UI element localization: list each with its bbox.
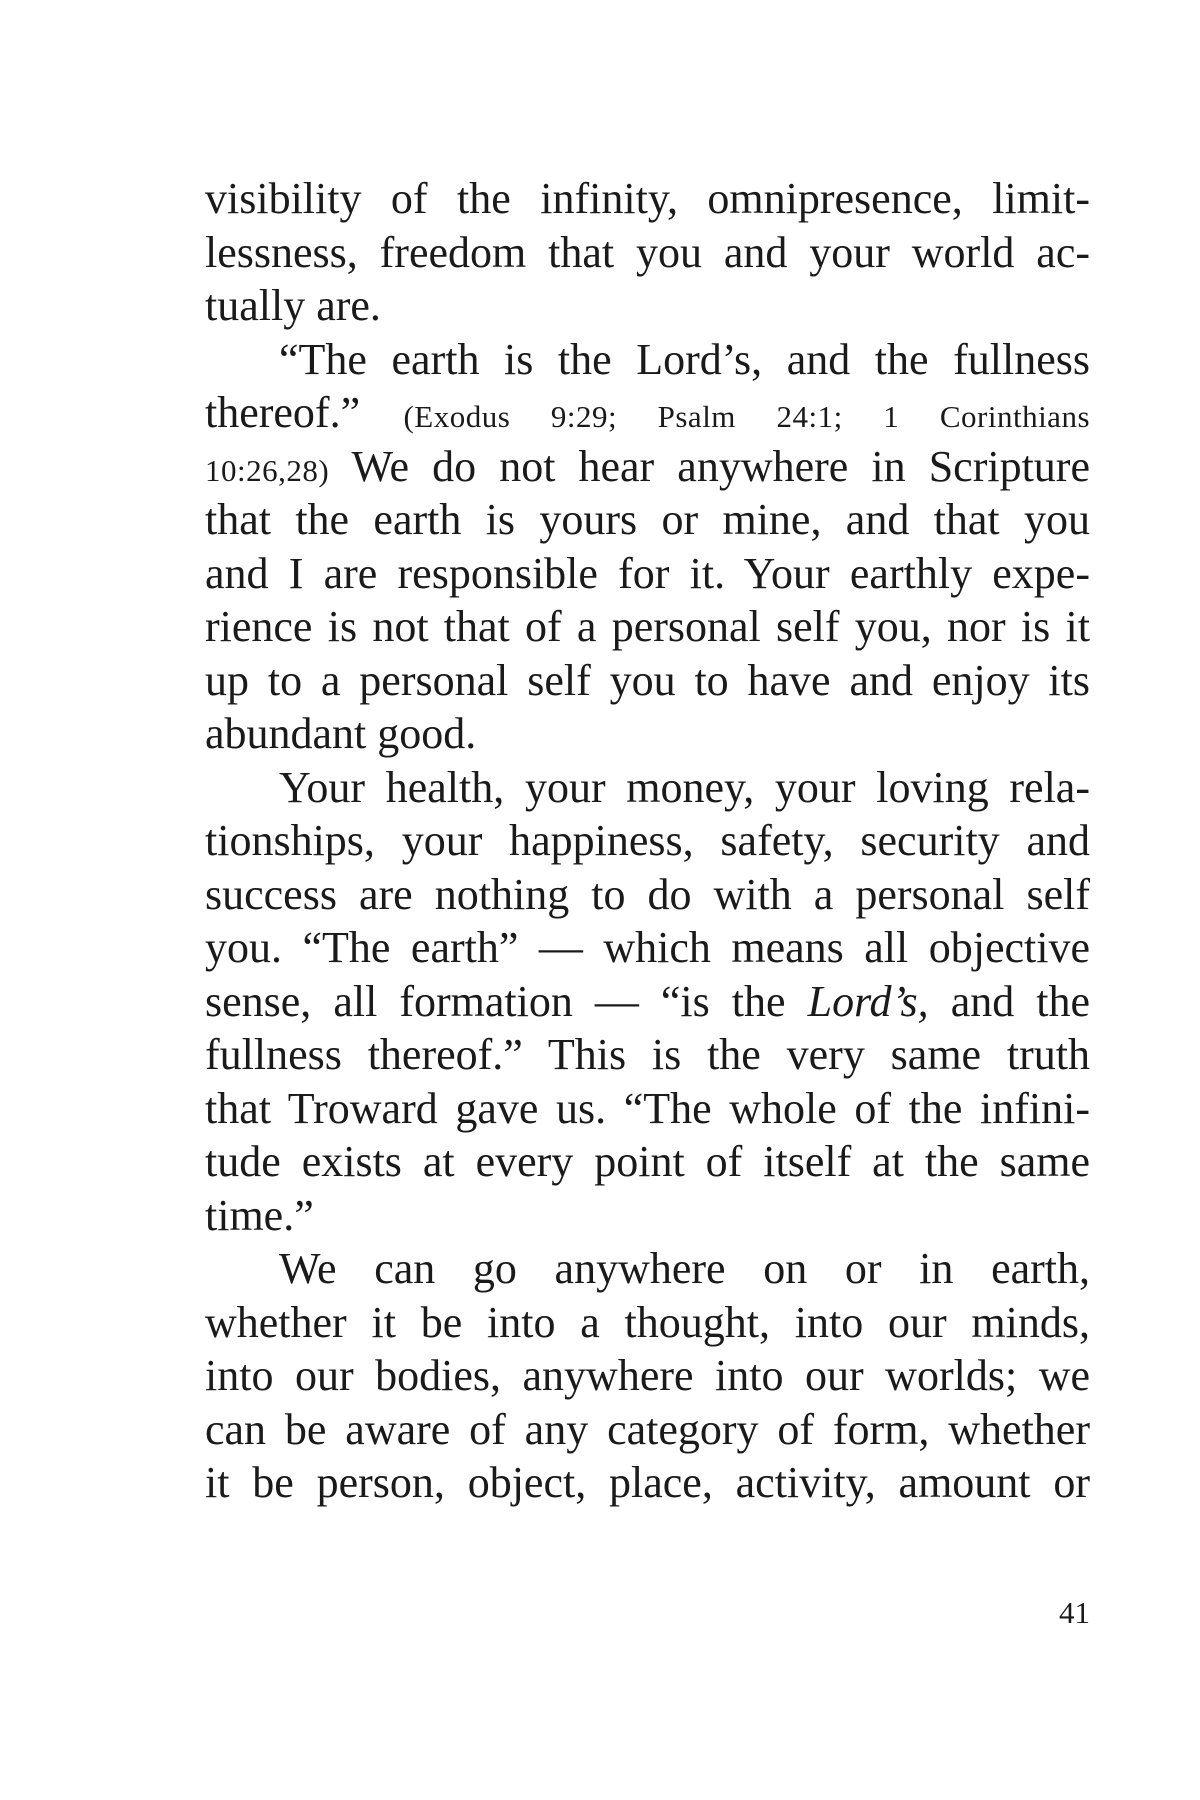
paragraph-2 bbox=[205, 333, 1090, 761]
text-line bbox=[205, 975, 1090, 1029]
text-line: “The earth is the Lord’s, and the fullness bbox=[279, 334, 1090, 384]
text-line: tude exists at every point of itself at the same bbox=[205, 1137, 1090, 1186]
text-line bbox=[205, 386, 1090, 440]
italic-emphasis: Lord’s, bbox=[807, 976, 929, 1026]
text-line: We can go anywhere on or in earth, bbox=[279, 1244, 1090, 1293]
text-line: tually are. bbox=[205, 281, 381, 330]
text-line: lessness, freedom that you and your world ac- bbox=[205, 227, 1090, 277]
text-line: can be aware of any category of form, whether bbox=[205, 1404, 1090, 1454]
text-line: fullness thereof.” This is the very same truth bbox=[205, 1030, 1090, 1079]
text-line: time.” bbox=[205, 1190, 314, 1240]
text-segment: We do not hear anywhere in Scripture bbox=[351, 441, 1090, 491]
quote-end: thereof.” bbox=[205, 388, 361, 437]
text-line: into our bodies, anywhere into our worlds; we bbox=[205, 1351, 1090, 1400]
paragraph-4 bbox=[205, 1242, 1090, 1510]
scripture-reference-cont: 10:26,28) bbox=[205, 452, 330, 488]
text-line: success are nothing to do with a personal self bbox=[205, 869, 1090, 919]
text-line: up to a personal self you to have and enjoy its bbox=[205, 655, 1090, 705]
text-line: tionships, your happiness, safety, security and bbox=[205, 816, 1090, 865]
text-segment: and the bbox=[950, 976, 1091, 1026]
text-line: you. “The earth” — which means all objective bbox=[205, 923, 1090, 972]
text-line: and I are responsible for it. Your earthly expe- bbox=[205, 548, 1090, 598]
page-body bbox=[205, 172, 1090, 1510]
text-line: Your health, your money, your loving rela- bbox=[279, 762, 1090, 812]
text-line: that the earth is yours or mine, and that you bbox=[205, 495, 1090, 544]
paragraph-3 bbox=[205, 761, 1090, 1243]
text-line: whether it be into a thought, into our minds, bbox=[205, 1297, 1090, 1347]
text-line: that Troward gave us. “The whole of the infini- bbox=[205, 1083, 1090, 1133]
page-number: 41 bbox=[1059, 1595, 1090, 1630]
text-line: it be person, object, place, activity, amount or bbox=[205, 1458, 1090, 1507]
text-line: abundant good. bbox=[205, 709, 477, 758]
paragraph-1 bbox=[205, 172, 1090, 333]
text-line: rience is not that of a personal self you, nor is it bbox=[205, 602, 1090, 651]
text-line bbox=[205, 440, 1090, 494]
text-line: visibility of the infinity, omnipresence, limit- bbox=[205, 174, 1090, 223]
scripture-reference: (Exodus 9:29; Psalm 24:1; 1 Corinthians bbox=[403, 399, 1091, 434]
text-segment: sense, all formation — “is the bbox=[205, 976, 786, 1026]
